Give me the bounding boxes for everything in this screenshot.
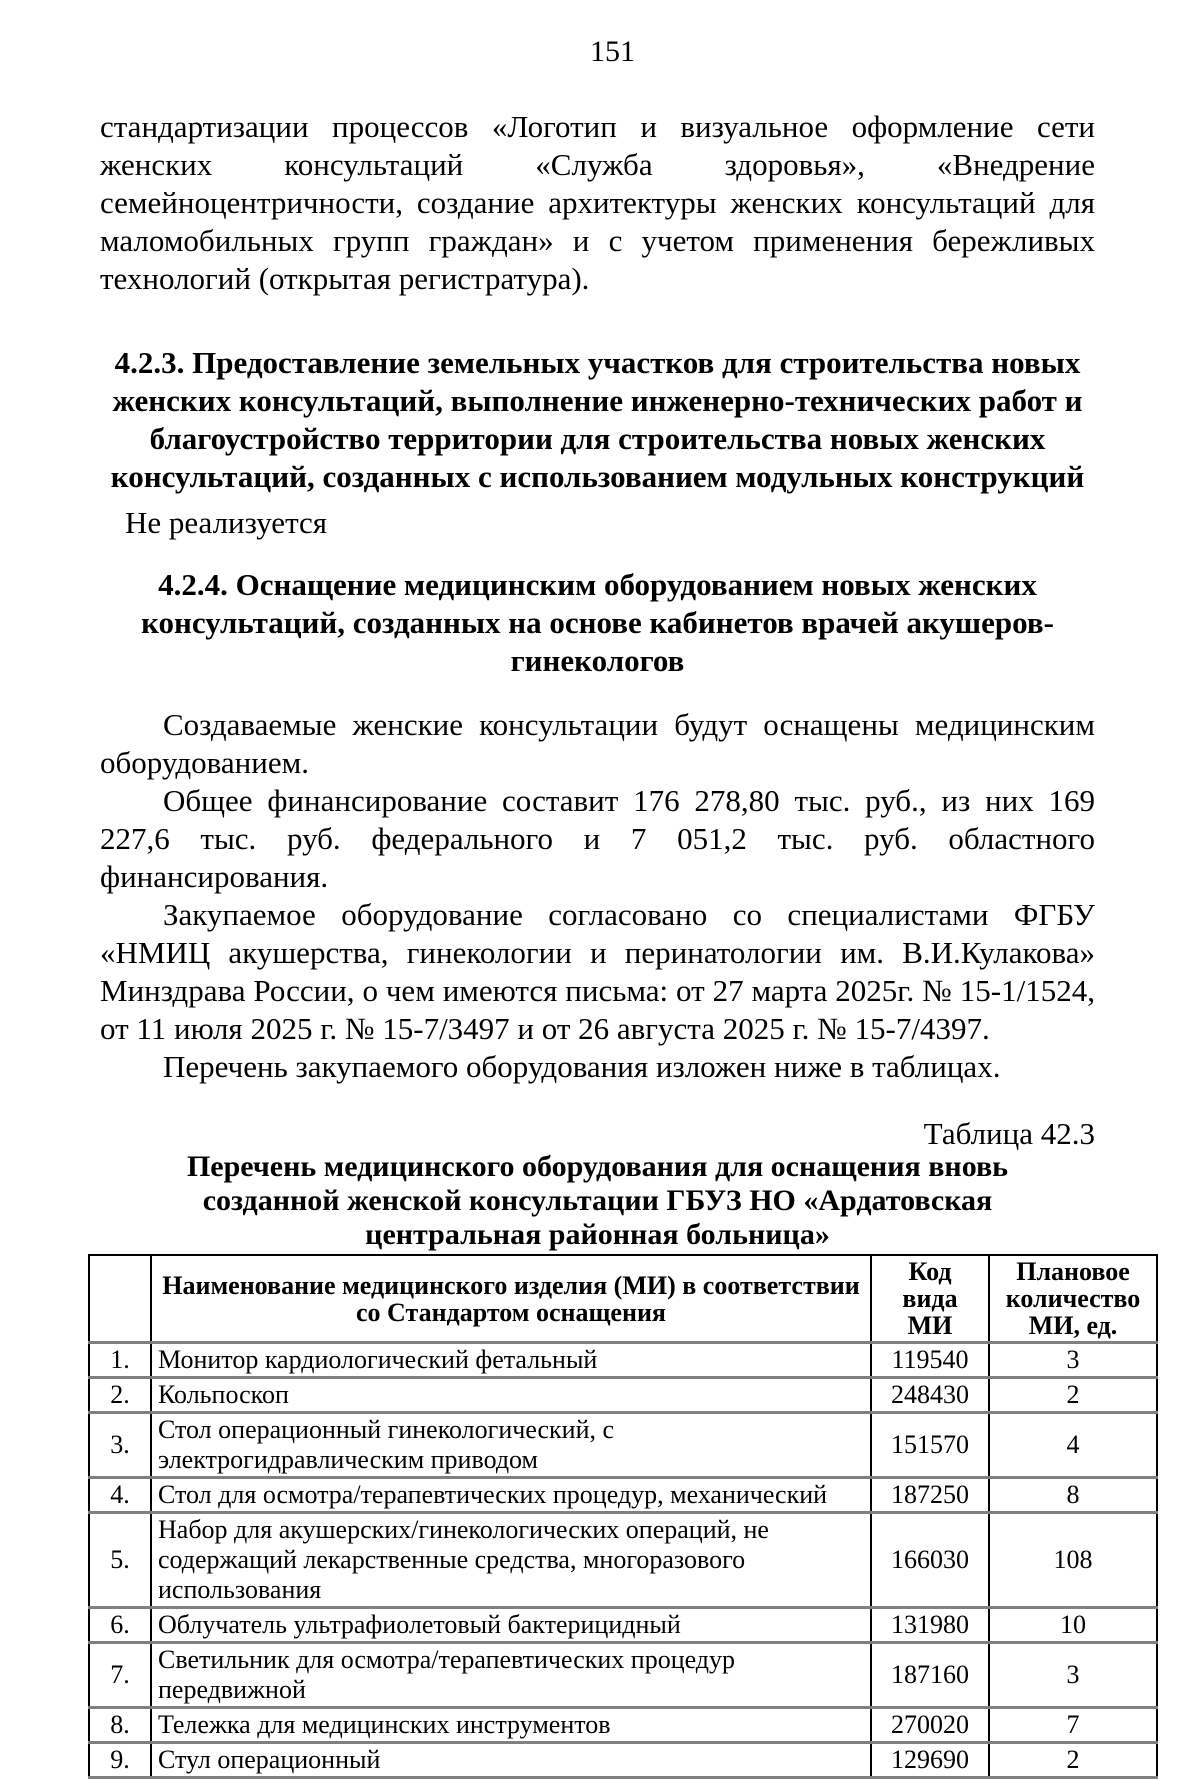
item-code-cell: 166030: [871, 1513, 989, 1608]
item-qty-cell: 2: [989, 1378, 1157, 1413]
item-name-cell: Светильник для осмотра/терапевтических процедур передвижной: [151, 1643, 871, 1708]
item-qty-cell: 3: [989, 1343, 1157, 1378]
row-number-cell: 8.: [89, 1708, 151, 1743]
item-name-cell: Кольпоскоп: [151, 1378, 871, 1413]
item-qty-cell: 2: [989, 1743, 1157, 1778]
row-number-cell: 9.: [89, 1743, 151, 1778]
table-row: [89, 1513, 1157, 1608]
paragraph-standardization: стандартизации процессов «Логотип и визуальное оформление сети женских консультаций «Служба здоровья», «Внедрение семейноцентричности, создание архитектуры женских консультаций для маломобильных групп граждан» и с учетом применения бережливых технологий (открытая регистратура).: [100, 109, 1095, 296]
item-code-cell: 119540: [871, 1343, 989, 1378]
paragraph-not-implemented: Не реализуется: [125, 505, 328, 540]
page-number: 151: [590, 35, 635, 68]
table-row: [89, 1743, 1157, 1778]
paragraph-list-note: Перечень закупаемого оборудования изложен ниже в таблицах.: [163, 1049, 1001, 1084]
heading-4-2-3: 4.2.3. Предоставление земельных участков для строительства новых женских консультаций, выполнение инженерно-технических работ и благоустройство территории для строительства новых женских консультаций, созданных с использованием модульных конструкций: [110, 345, 1085, 494]
item-code-cell: 187160: [871, 1643, 989, 1708]
header-cell-code: Код вида МИ: [871, 1255, 989, 1343]
item-qty-cell: 4: [989, 1413, 1157, 1478]
item-name-cell: Набор для акушерских/гинекологических операций, не содержащий лекарственные средства, многоразового использования: [151, 1513, 871, 1608]
row-number-cell: 1.: [89, 1343, 151, 1378]
item-code-cell: 187250: [871, 1478, 989, 1513]
table-row: [89, 1608, 1157, 1643]
equipment-table-body: [89, 1343, 1157, 1778]
row-number-cell: 3.: [89, 1413, 151, 1478]
heading-4-2-4: 4.2.4. Оснащение медицинским оборудованием новых женских консультаций, созданных на основе кабинетов врачей акушеров-гинекологов: [141, 567, 1054, 678]
header-row: [89, 1255, 1157, 1343]
row-number-cell: 6.: [89, 1608, 151, 1643]
table-row: [89, 1708, 1157, 1743]
item-code-cell: 248430: [871, 1378, 989, 1413]
item-qty-cell: 10: [989, 1608, 1157, 1643]
row-number-cell: 7.: [89, 1643, 151, 1708]
paragraph-financing: Общее финансирование составит 176 278,80 тыс. руб., из них 169 227,6 тыс. руб. федерального и 7 051,2 тыс. руб. областного финансирования.: [100, 783, 1095, 894]
paragraph-agreement-letters: Закупаемое оборудование согласовано со специалистами ФГБУ «НМИЦ акушерства, гинекологии и перинатологии им. В.И.Кулакова» Минздрава России, о чем имеются письма: от 27 марта 2025г. № 15-1/1524, от 11 июля 2025 г. № 15-7/3497 и от 26 августа 2025 г. № 15-7/4397.: [100, 897, 1095, 1046]
item-name-cell: Стол операционный гинекологический, с электрогидравлическим приводом: [151, 1413, 871, 1478]
item-qty-cell: 7: [989, 1708, 1157, 1743]
item-code-cell: 131980: [871, 1608, 989, 1643]
item-qty-cell: 8: [989, 1478, 1157, 1513]
row-number-cell: 4.: [89, 1478, 151, 1513]
item-name-cell: Тележка для медицинских инструментов: [151, 1708, 871, 1743]
header-cell-name: Наименование медицинского изделия (МИ) в соответствии со Стандартом оснащения: [151, 1255, 871, 1343]
equipment-table: [88, 1254, 1158, 1779]
item-name-cell: Монитор кардиологический фетальный: [151, 1343, 871, 1378]
equipment-table-header: [89, 1255, 1157, 1343]
table-reference-label: Таблица 42.3: [923, 1116, 1095, 1151]
table-title: Перечень медицинского оборудования для оснащения вновь созданной женской консультации ГБУЗ НО «Ардатовская центральная районная больница»: [186, 1150, 1009, 1251]
row-number-cell: 5.: [89, 1513, 151, 1608]
row-number-cell: 2.: [89, 1378, 151, 1413]
item-qty-cell: 3: [989, 1643, 1157, 1708]
item-name-cell: Стул операционный: [151, 1743, 871, 1778]
header-cell-index: [89, 1255, 151, 1343]
item-name-cell: Стол для осмотра/терапевтических процедур, механический: [151, 1478, 871, 1513]
header-cell-qty: Плановое количество МИ, ед.: [989, 1255, 1157, 1343]
item-code-cell: 270020: [871, 1708, 989, 1743]
table-row: [89, 1343, 1157, 1378]
item-code-cell: 151570: [871, 1413, 989, 1478]
paragraph-equipment-intro: Создаваемые женские консультации будут оснащены медицинским оборудованием.: [100, 707, 1095, 780]
table-row: [89, 1413, 1157, 1478]
table-row: [89, 1378, 1157, 1413]
item-name-cell: Облучатель ультрафиолетовый бактерицидный: [151, 1608, 871, 1643]
table-row: [89, 1643, 1157, 1708]
item-qty-cell: 108: [989, 1513, 1157, 1608]
item-code-cell: 129690: [871, 1743, 989, 1778]
table-row: [89, 1478, 1157, 1513]
